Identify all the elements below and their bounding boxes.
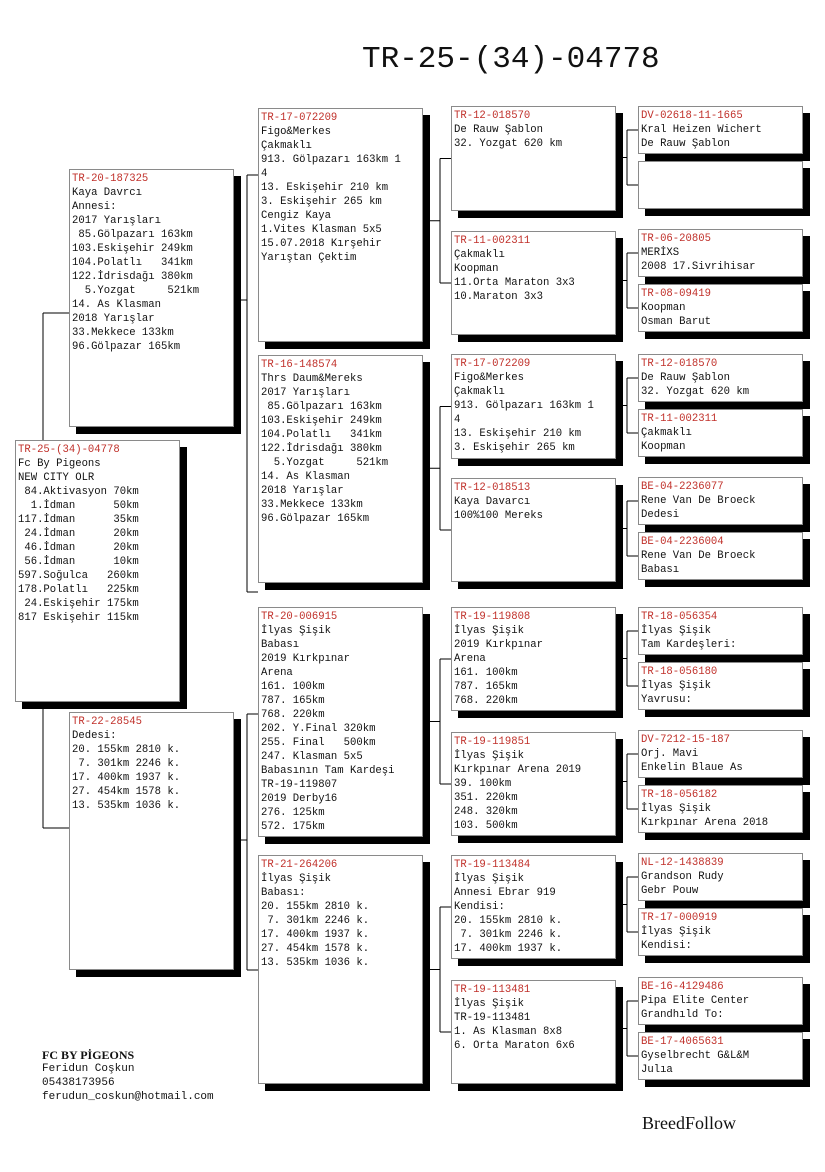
pedigree-line: 122.İdrisdağı 380km [261, 443, 382, 455]
pedigree-line: 15.07.2018 Kırşehir [261, 238, 382, 250]
pedigree-line: 13. 535km 1036 k. [261, 957, 370, 969]
pedigree-line: 17. 400km 1937 k. [72, 772, 181, 784]
pedigree-box-ddsd[interactable] [638, 908, 803, 956]
pedigree-line: 24.İdman 20km [18, 528, 139, 540]
pedigree-line: İlyas Şişik [261, 625, 331, 637]
pedigree-line: Thrs Daum&Mereks [261, 373, 363, 385]
pedigree-line: 178.Polatlı 225km [18, 584, 139, 596]
ring-number: NL-12-1438839 [641, 857, 724, 869]
pedigree-line: 32. Yozgat 620 km [454, 138, 563, 150]
pedigree-line: 202. Y.Final 320km [261, 723, 376, 735]
pedigree-line: İlyas Şişik [641, 680, 711, 692]
pedigree-line: Orj. Mavi [641, 748, 699, 760]
pedigree-line: 2019 Kırkpınar [261, 653, 351, 665]
ring-number: TR-12-018570 [641, 358, 718, 370]
ring-number: BE-04-2236077 [641, 481, 724, 493]
pedigree-line: Rene Van De Broeck [641, 495, 756, 507]
pedigree-line: 17. 400km 1937 k. [454, 943, 563, 955]
pedigree-box-dsdd[interactable] [638, 785, 803, 833]
pedigree-line: 20. 155km 2810 k. [72, 744, 181, 756]
pedigree-line: Kendisi: [454, 901, 505, 913]
ring-number: TR-12-018513 [454, 482, 531, 494]
ring-number: TR-21-264206 [261, 859, 338, 871]
pedigree-line: Figo&Merkes [261, 126, 331, 138]
pedigree-line: Babasının Tam Kardeşi [261, 765, 395, 777]
pedigree-line: Çakmaklı [261, 140, 312, 152]
pedigree-line: Fc By Pigeons [18, 458, 101, 470]
pedigree-line: 14. As Klasman [261, 471, 351, 483]
pedigree-line: İlyas Şişik [454, 750, 524, 762]
pedigree-box-dd[interactable] [258, 855, 423, 1084]
pedigree-box-sss[interactable] [451, 106, 616, 211]
breeder-email: ferudun_coskun@hotmail.com [42, 1091, 214, 1103]
pedigree-line: 20. 155km 2810 k. [454, 915, 563, 927]
pedigree-line: Kendisi: [641, 940, 692, 952]
pedigree-line: 20. 155km 2810 k. [261, 901, 370, 913]
breeder-org: FC BY PİGEONS [42, 1048, 135, 1062]
pedigree-line: 597.Soğulca 260km [18, 570, 139, 582]
pedigree-line: TR-19-113481 [454, 1012, 531, 1024]
pedigree-line: Dedesi [641, 509, 680, 521]
pedigree-box-dsss[interactable] [638, 607, 803, 655]
pedigree-line: İlyas Şişik [641, 926, 711, 938]
pedigree-line: Figo&Merkes [454, 372, 524, 384]
pedigree-line: 817 Eskişehir 115km [18, 612, 139, 624]
pedigree-box-ddd[interactable] [451, 980, 616, 1084]
ring-number: TR-11-002311 [641, 413, 718, 425]
pedigree-line: Koopman [641, 302, 686, 314]
pedigree-line: İlyas Şişik [641, 803, 711, 815]
pedigree-line: 122.İdrisdağı 380km [72, 271, 193, 283]
pedigree-line: 787. 165km [454, 681, 518, 693]
pedigree-line: De Rauw Şablon [454, 124, 544, 136]
breeder-contact [42, 1048, 214, 1104]
pedigree-line: 2018 Yarışlar [261, 485, 344, 497]
pedigree-line: 7. 301km 2246 k. [72, 758, 181, 770]
pedigree-line: 32. Yozgat 620 km [641, 386, 750, 398]
pedigree-line: Rene Van De Broeck [641, 550, 756, 562]
ring-number: BE-16-4129486 [641, 981, 724, 993]
pedigree-line: Tam Kardeşleri: [641, 639, 737, 651]
pedigree-box-sdss[interactable] [638, 354, 803, 402]
pedigree-line: 33.Mekkece 133km [261, 499, 363, 511]
pedigree-line: Kırkpınar Arena 2018 [641, 817, 769, 829]
pedigree-line: 85.Gölpazarı 163km [72, 229, 193, 241]
pedigree-line: 351. 220km [454, 792, 518, 804]
ring-number: TR-18-056182 [641, 789, 718, 801]
ring-number: DV-7212-15-187 [641, 734, 731, 746]
pedigree-box-sssd[interactable] [638, 161, 803, 209]
pedigree-line: 2019 Derby16 [261, 793, 338, 805]
pedigree-box-ds[interactable] [258, 607, 423, 837]
pedigree-box-subject[interactable] [15, 440, 180, 702]
pedigree-line: 13. 535km 1036 k. [72, 800, 181, 812]
pedigree-box-ss[interactable] [258, 108, 423, 342]
pedigree-line: 1.Vites Klasman 5x5 [261, 224, 382, 236]
pedigree-line: Julıa [641, 1064, 673, 1076]
pedigree-line: Cengiz Kaya [261, 210, 331, 222]
pedigree-line: 4 [454, 414, 461, 426]
pedigree-box-ssdd[interactable] [638, 284, 803, 332]
pedigree-line: 5.Yozgat 521km [72, 285, 200, 297]
pedigree-line: 117.İdman 35km [18, 514, 139, 526]
pedigree-line: 7. 301km 2246 k. [261, 915, 370, 927]
pedigree-box-dsds[interactable] [638, 730, 803, 778]
ring-number: TR-19-119851 [454, 736, 531, 748]
ring-number: TR-08-09419 [641, 288, 711, 300]
pedigree-line: Dedesi: [72, 730, 117, 742]
pedigree-line: İlyas Şişik [261, 873, 331, 885]
pedigree-line: Babası [261, 639, 300, 651]
pedigree-line: 85.Gölpazarı 163km [261, 401, 382, 413]
pedigree-box-ddss[interactable] [638, 853, 803, 901]
pedigree-line: NEW CITY OLR [18, 472, 95, 484]
pedigree-line: 913. Gölpazarı 163km 1 [261, 154, 401, 166]
pedigree-box-ssd[interactable] [451, 231, 616, 335]
pedigree-line: Pipa Elite Center [641, 995, 750, 1007]
pedigree-line: TR-19-119807 [261, 779, 338, 791]
pedigree-line: Arena [454, 653, 486, 665]
pedigree-line: Kaya Davarcı [454, 496, 531, 508]
pedigree-line: 46.İdman 20km [18, 542, 139, 554]
ring-number: TR-19-119808 [454, 611, 531, 623]
pedigree-box-ssds[interactable] [638, 229, 803, 277]
pedigree-line: 5.Yozgat 521km [261, 457, 389, 469]
brand-logo: BreedFollow [642, 1113, 736, 1133]
pedigree-line: 2017 Yarışları [72, 215, 162, 227]
pedigree-line: 100%100 Mereks [454, 510, 544, 522]
pedigree-line: Babası [641, 564, 680, 576]
pedigree-box-sire[interactable] [69, 169, 234, 427]
ring-number: TR-25-(34)-04778 [18, 444, 120, 456]
pedigree-box-dssd[interactable] [638, 662, 803, 710]
pedigree-line: 2017 Yarışları [261, 387, 351, 399]
pedigree-line: 56.İdman 10km [18, 556, 139, 568]
pedigree-line: 104.Polatlı 341km [72, 257, 193, 269]
pedigree-line: 11.Orta Maraton 3x3 [454, 277, 575, 289]
pedigree-box-dsd[interactable] [451, 732, 616, 836]
pedigree-line: 2019 Kırkpınar [454, 639, 544, 651]
pedigree-line: 104.Polatlı 341km [261, 429, 382, 441]
breeder-phone: 05438173956 [42, 1077, 115, 1089]
pedigree-line: MERİXS [641, 247, 680, 259]
pedigree-line: 913. Gölpazarı 163km 1 [454, 400, 594, 412]
pedigree-line: 103. 500km [454, 820, 518, 832]
pedigree-line: 13. Eskişehir 210 km [261, 182, 389, 194]
pedigree-line: Koopman [641, 441, 686, 453]
pedigree-line: 768. 220km [454, 695, 518, 707]
ring-number: TR-20-187325 [72, 173, 149, 185]
pedigree-line: 103.Eskişehir 249km [72, 243, 193, 255]
pedigree-box-sddd[interactable] [638, 532, 803, 580]
pedigree-box-sdsd[interactable] [638, 409, 803, 457]
pedigree-box-sds[interactable] [451, 354, 616, 459]
pedigree-box-dddd[interactable] [638, 1032, 803, 1080]
pedigree-box-sdd[interactable] [451, 478, 616, 582]
page-title: TR-25-(34)-04778 [362, 42, 660, 77]
ring-number: TR-19-113484 [454, 859, 531, 871]
pedigree-line: 84.Aktivasyon 70km [18, 486, 139, 498]
pedigree-line: 161. 100km [261, 681, 325, 693]
pedigree-line: 96.Gölpazar 165km [261, 513, 370, 525]
pedigree-line: 572. 175km [261, 821, 325, 833]
pedigree-line: 247. Klasman 5x5 [261, 751, 363, 763]
pedigree-line: Yavrusu: [641, 694, 692, 706]
ring-number: TR-12-018570 [454, 110, 531, 122]
breeder-name: Feridun Coşkun [42, 1063, 135, 1075]
pedigree-line: 255. Final 500km [261, 737, 376, 749]
pedigree-line: Osman Barut [641, 316, 711, 328]
pedigree-line: 33.Mekkece 133km [72, 327, 174, 339]
ring-number: DV-02618-11-1665 [641, 110, 743, 122]
pedigree-line: Çakmaklı [454, 386, 505, 398]
ring-number: TR-17-072209 [261, 112, 338, 124]
pedigree-line: Enkelin Blaue As [641, 762, 743, 774]
pedigree-line: 103.Eskişehir 249km [261, 415, 382, 427]
pedigree-line: 6. Orta Maraton 6x6 [454, 1040, 575, 1052]
pedigree-line: Gebr Pouw [641, 885, 699, 897]
pedigree-line: Kral Heizen Wichert [641, 124, 762, 136]
pedigree-line: Arena [261, 667, 293, 679]
pedigree-box-ddds[interactable] [638, 977, 803, 1025]
pedigree-line: Çakmaklı [641, 427, 692, 439]
pedigree-line: Yarıştan Çektim [261, 252, 357, 264]
ring-number: TR-17-000919 [641, 912, 718, 924]
pedigree-line: İlyas Şişik [454, 998, 524, 1010]
ring-number: BE-17-4065631 [641, 1036, 724, 1048]
pedigree-line: 2008 17.Sivrihisar [641, 261, 756, 273]
pedigree-line: İlyas Şişik [454, 625, 524, 637]
pedigree-line: 27. 454km 1578 k. [72, 786, 181, 798]
ring-number: TR-06-20805 [641, 233, 711, 245]
pedigree-box-dds[interactable] [451, 855, 616, 959]
pedigree-line: 248. 320km [454, 806, 518, 818]
ring-number: TR-18-056180 [641, 666, 718, 678]
pedigree-line: 3. Eskişehir 265 km [261, 196, 382, 208]
pedigree-line: De Rauw Şablon [641, 138, 731, 150]
pedigree-line: İlyas Şişik [454, 873, 524, 885]
ring-number: BE-04-2236004 [641, 536, 724, 548]
ring-number: TR-16-148574 [261, 359, 338, 371]
pedigree-box-ssss[interactable] [638, 106, 803, 154]
pedigree-line: Annesi: [72, 201, 117, 213]
pedigree-line: 768. 220km [261, 709, 325, 721]
pedigree-line: İlyas Şişik [641, 625, 711, 637]
pedigree-line: Gyselbrecht G&L&M [641, 1050, 750, 1062]
pedigree-line: 787. 165km [261, 695, 325, 707]
pedigree-box-sd[interactable] [258, 355, 423, 583]
pedigree-line: 1.İdman 50km [18, 500, 139, 512]
pedigree-line: 161. 100km [454, 667, 518, 679]
pedigree-line: Kırkpınar Arena 2019 [454, 764, 582, 776]
pedigree-line: Koopman [454, 263, 499, 275]
pedigree-line: Kaya Davrcı [72, 187, 142, 199]
pedigree-line: 1. As Klasman 8x8 [454, 1026, 563, 1038]
pedigree-line: 24.Eskişehir 175km [18, 598, 139, 610]
pedigree-line: Babası: [261, 887, 306, 899]
pedigree-box-dam[interactable] [69, 712, 234, 970]
ring-number: TR-17-072209 [454, 358, 531, 370]
pedigree-line: 276. 125km [261, 807, 325, 819]
pedigree-line: 14. As Klasman [72, 299, 162, 311]
pedigree-line: Annesi Ebrar 919 [454, 887, 556, 899]
pedigree-line: 2018 Yarışlar [72, 313, 155, 325]
pedigree-line: 10.Maraton 3x3 [454, 291, 544, 303]
pedigree-line: Grandson Rudy [641, 871, 724, 883]
ring-number: TR-18-056354 [641, 611, 718, 623]
ring-number: TR-22-28545 [72, 716, 142, 728]
pedigree-line: 4 [261, 168, 268, 180]
pedigree-line: De Rauw Şablon [641, 372, 731, 384]
pedigree-line: Grandhıld To: [641, 1009, 724, 1021]
pedigree-line: 3. Eskişehir 265 km [454, 442, 575, 454]
pedigree-line: 96.Gölpazar 165km [72, 341, 181, 353]
pedigree-line: 17. 400km 1937 k. [261, 929, 370, 941]
pedigree-box-dss[interactable] [451, 607, 616, 711]
pedigree-line: 7. 301km 2246 k. [454, 929, 563, 941]
ring-number: TR-19-113481 [454, 984, 531, 996]
pedigree-line: 39. 100km [454, 778, 512, 790]
ring-number: TR-11-002311 [454, 235, 531, 247]
pedigree-line: Çakmaklı [454, 249, 505, 261]
pedigree-line: 13. Eskişehir 210 km [454, 428, 582, 440]
pedigree-box-sdds[interactable] [638, 477, 803, 525]
ring-number: TR-20-006915 [261, 611, 338, 623]
pedigree-line: 27. 454km 1578 k. [261, 943, 370, 955]
